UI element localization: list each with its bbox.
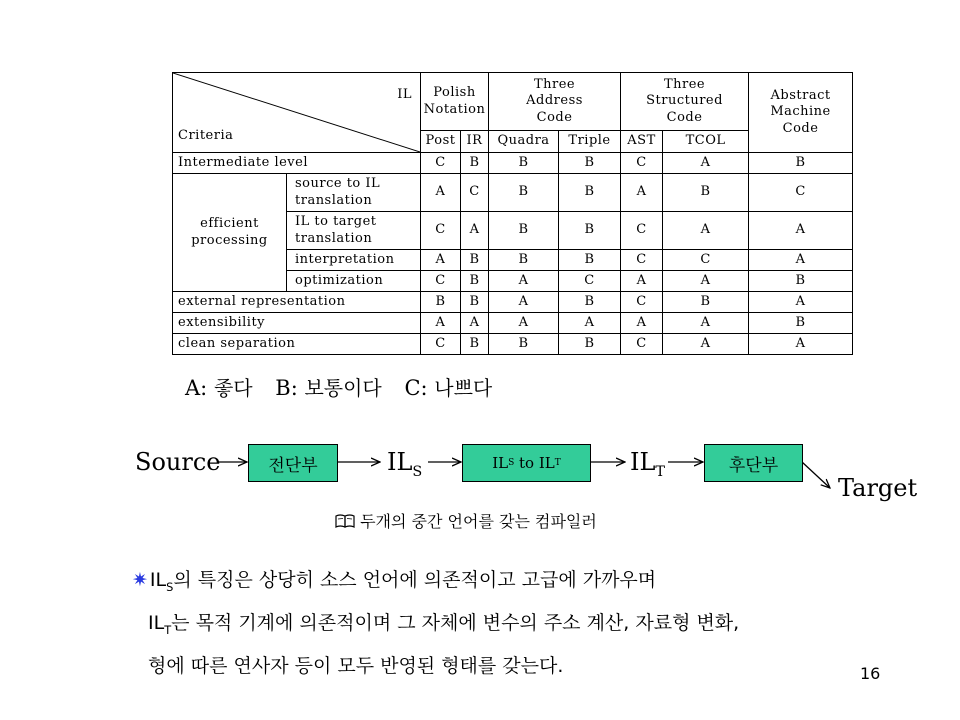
paragraph-line-1: ✷ $IL_S$의 특징은 상당히 소스 언어에 의존적이고 고급에 가까우며 — [132, 569, 657, 594]
table-cell: B — [461, 250, 489, 271]
paragraph-line-3: 형에 따른 연사자 등이 모두 반영된 형태를 갖는다. — [148, 654, 564, 677]
book-icon — [335, 512, 360, 531]
table-cell: C — [621, 334, 663, 355]
polish-notation-header: Polish Notation — [421, 73, 489, 131]
row-label: clean separation — [173, 334, 421, 355]
il-comparison-table — [172, 72, 853, 355]
three-address-code-header: Three Address Code — [489, 73, 621, 131]
row-label: IL to target translation — [287, 212, 421, 250]
star-bullet-icon: ✷ — [132, 569, 148, 591]
subheader-ast: AST — [621, 131, 663, 153]
table-cell: A — [421, 313, 461, 334]
table-cell: A — [489, 292, 559, 313]
row-label: extensibility — [173, 313, 421, 334]
table-corner-header — [173, 73, 421, 153]
table-cell: A — [663, 313, 749, 334]
table-cell: B — [489, 174, 559, 212]
abstract-machine-code-header: Abstract Machine Code — [749, 73, 853, 153]
caption-text: 두개의 중간 언어를 갖는 컴파일러 — [360, 512, 597, 531]
table-cell: C — [421, 334, 461, 355]
table-cell: C — [621, 153, 663, 174]
table-cell: A — [621, 313, 663, 334]
table-cell: B — [461, 271, 489, 292]
table-cell: C — [749, 174, 853, 212]
table-cell: B — [559, 174, 621, 212]
table-cell: A — [421, 174, 461, 212]
table-cell: C — [621, 250, 663, 271]
table-cell: B — [489, 153, 559, 174]
table-row — [173, 292, 853, 313]
page-number: 16 — [860, 664, 881, 683]
row-label: optimization — [287, 271, 421, 292]
table-cell: C — [421, 271, 461, 292]
row-label: Intermediate level — [173, 153, 421, 174]
table-cell: A — [663, 271, 749, 292]
table-cell: B — [489, 250, 559, 271]
table-cell: B — [559, 212, 621, 250]
row-label: external representation — [173, 292, 421, 313]
table-cell: A — [749, 292, 853, 313]
table-cell: A — [749, 212, 853, 250]
table-cell: A — [749, 250, 853, 271]
il-header-label: IL — [397, 87, 412, 102]
row-label: interpretation — [287, 250, 421, 271]
criteria-header-label: Criteria — [178, 127, 234, 143]
table-cell: B — [421, 292, 461, 313]
grade-legend — [185, 372, 492, 401]
legend-a-key: A: — [185, 376, 208, 400]
table-cell: C — [421, 212, 461, 250]
table-row — [173, 153, 853, 174]
table-cell: B — [663, 292, 749, 313]
table-cell: A — [663, 334, 749, 355]
table-cell: A — [489, 313, 559, 334]
subheader-triple: Triple — [559, 131, 621, 153]
table-cell: B — [461, 292, 489, 313]
table-cell: B — [489, 212, 559, 250]
table-cell: A — [421, 250, 461, 271]
legend-a-text: 좋다 — [213, 376, 253, 400]
table-cell: C — [663, 250, 749, 271]
table-cell: A — [489, 271, 559, 292]
table-cell: B — [559, 334, 621, 355]
legend-b-key: B: — [275, 376, 298, 400]
table-cell: B — [749, 313, 853, 334]
table-cell: B — [461, 153, 489, 174]
back-end-box: 후단부 — [704, 444, 803, 482]
table-cell: B — [749, 271, 853, 292]
table-cell: A — [621, 271, 663, 292]
table-cell: A — [461, 313, 489, 334]
table-cell: A — [749, 334, 853, 355]
table-cell: B — [559, 250, 621, 271]
table-cell: C — [621, 212, 663, 250]
table-cell: B — [559, 153, 621, 174]
table-cell: C — [461, 174, 489, 212]
table-cell: A — [663, 212, 749, 250]
table-cell: B — [559, 292, 621, 313]
table-row — [173, 334, 853, 355]
diagram-caption — [335, 509, 597, 532]
table-cell: C — [421, 153, 461, 174]
table-cell: B — [489, 334, 559, 355]
table-row — [173, 313, 853, 334]
subheader-quadra: Quadra — [489, 131, 559, 153]
table-cell: A — [559, 313, 621, 334]
table-cell: C — [621, 292, 663, 313]
table-cell: A — [663, 153, 749, 174]
table-cell: B — [461, 334, 489, 355]
legend-c-key: C: — [404, 376, 428, 400]
table-row — [173, 174, 853, 212]
legend-c-text: 나쁘다 — [434, 376, 493, 400]
legend-b-text: 보통이다 — [304, 376, 382, 400]
ils-label: $IL_S$ — [387, 448, 423, 480]
compiler-pipeline-diagram — [0, 430, 960, 510]
target-label: Target — [838, 474, 918, 502]
paragraph-line-2: $IL_T$는 목적 기계에 의존적이며 그 자체에 변수의 주소 계산, 자료형 변화, — [148, 611, 740, 637]
row-label: source to IL translation — [287, 174, 421, 212]
arrow-back-to-target — [802, 462, 830, 488]
table-cell: C — [559, 271, 621, 292]
source-label: Source — [135, 448, 221, 476]
subheader-post: Post — [421, 131, 461, 153]
il-description-paragraph — [132, 562, 922, 684]
efficient-processing-label: efficient processing — [173, 174, 287, 292]
ilt-label: $IL_T$ — [630, 448, 666, 480]
three-structured-code-header: Three Structured Code — [621, 73, 749, 131]
subheader-ir: IR — [461, 131, 489, 153]
subheader-tcol: TCOL — [663, 131, 749, 153]
front-end-box: 전단부 — [248, 444, 338, 482]
table-cell: B — [749, 153, 853, 174]
table-cell: B — [663, 174, 749, 212]
table-cell: A — [621, 174, 663, 212]
ils-to-ilt-box: IL S to IL T — [462, 444, 591, 482]
table-cell: A — [461, 212, 489, 250]
